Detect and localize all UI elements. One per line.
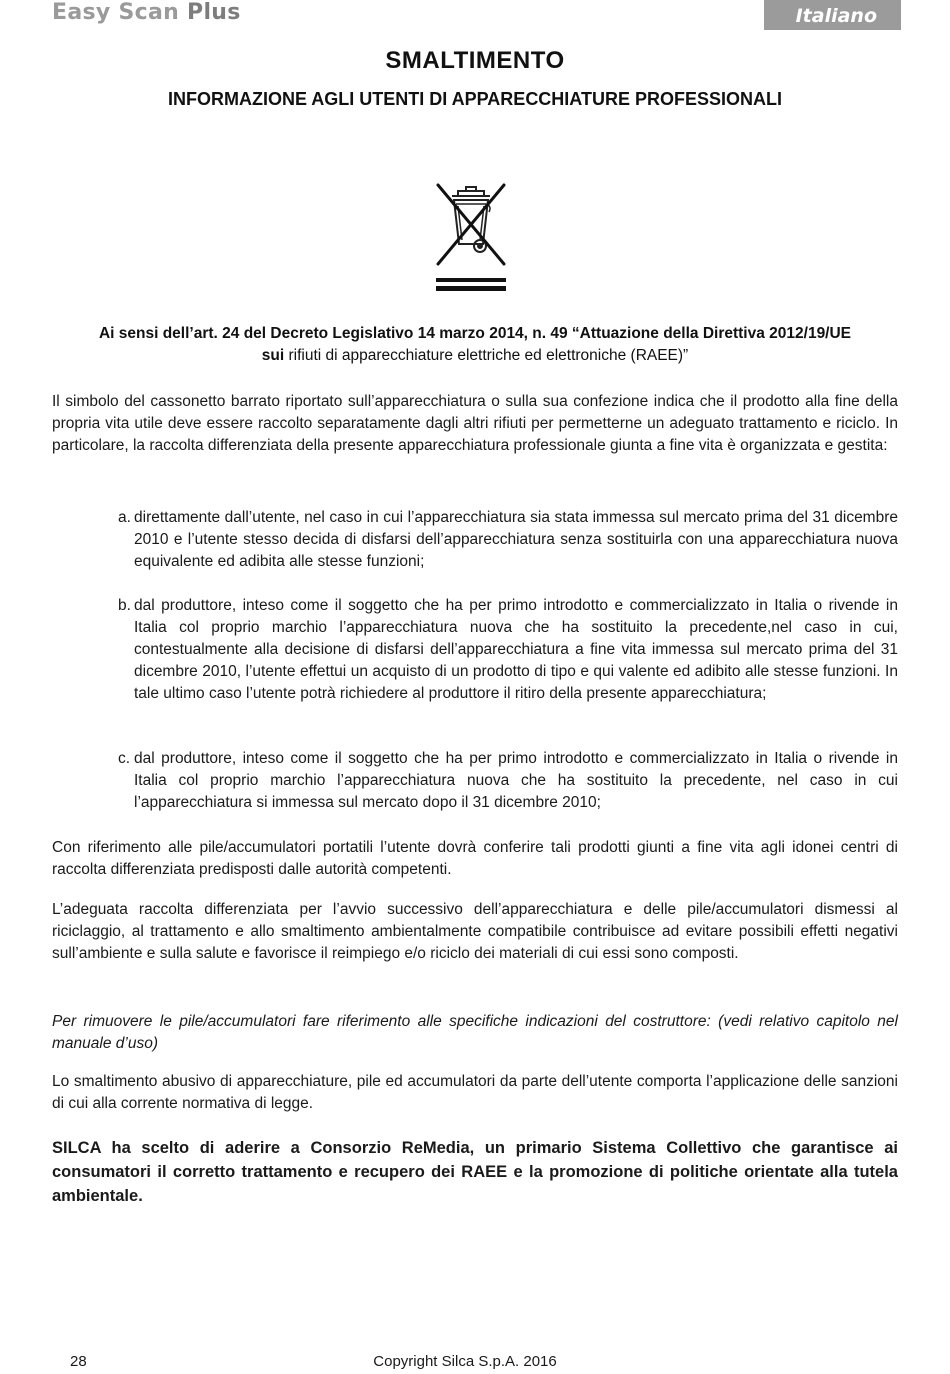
list-marker: b. — [118, 597, 131, 614]
legal-reference-line2 — [52, 345, 898, 367]
list-item — [118, 748, 898, 814]
list-marker: a. — [118, 509, 131, 526]
brand-plus: Plus — [187, 0, 241, 25]
list-item — [118, 595, 898, 705]
list-item-text: dal produttore, inteso come il soggetto che ha per primo introdotto e commercializzato in Italia o rivende in Italia col proprio marchio l’apparecchiatura nuova che ha sostituito la precedente,nel caso in cui, contestualmente alla decisione di disfarsi dell’apparecchiatura a fine vita immessa sul mercato prima del 31 dicembre 2010, l’utente effettui un acquisto di un prodotto di tipo e qui valente ed adibito alle stesse funzioni. In tale ultimo caso l’utente potrà richiedere al produttore il ritiro della presente apparecchiatura; — [134, 597, 898, 702]
page-header — [0, 0, 950, 34]
page-subtitle: INFORMAZIONE AGLI UTENTI DI APPARECCHIATURE PROFESSIONALI — [167, 89, 782, 109]
silca-remedia-paragraph: SILCA ha scelto di aderire a Consorzio ReMedia, un primario Sistema Collettivo che garantisce ai consumatori il corretto trattamento e recupero dei RAEE e la promozione di politiche orientate alla tutela ambientale. — [52, 1139, 898, 1205]
sanctions-paragraph: Lo smaltimento abusivo di apparecchiature, pile ed accumulatori da parte dell’utente comporta l’applicazione delle sanzioni di cui alla corrente normativa di legge. — [52, 1073, 898, 1112]
list-marker: c. — [118, 750, 131, 767]
crossed-out-wheeled-bin-icon — [434, 182, 508, 296]
list-item-text: direttamente dall’utente, nel caso in cui l’apparecchiatura sia stata immessa sul mercato prima del 31 dicembre 2010 e l’utente stesso decida di disfarsi dell’apparecchiatura senza sostituirla con una apparecchiatura nuova equivalente ed adibita alle stesse funzioni; — [134, 509, 898, 570]
collection-paragraph: L’adeguata raccolta differenziata per l’avvio successivo dell’apparecchiatura e delle pile/accumulatori dismessi al riciclaggio, al trattamento e allo smaltimento ambientalmente compatibile contribuisce ad evitare possibili effetti negativi sull’ambiente e sulla salute e favorisce il reimpiego e/o riciclo dei materiali di cui essi sono composti. — [52, 901, 898, 962]
list-item — [118, 507, 898, 573]
intro-paragraph: Il simbolo del cassonetto barrato riportato sull’apparecchiatura o sulla sua confezione indica che il prodotto alla fine della propria vita utile deve essere raccolto separatamente dagli altri rifiuti per permetterne un adeguato trattamento e riciclo. In particolare, la raccolta differenziata della presente apparecchiatura professionale giunta a fine vita è organizzata e gestita: — [52, 393, 898, 454]
legal-reference-line1: Ai sensi dell’art. 24 del Decreto Legislativo 14 marzo 2014, n. 49 “Attuazione della Direttiva 2012/19/UE — [98, 325, 852, 342]
brand-name: Easy Scan — [52, 0, 180, 25]
removal-note-paragraph: Per rimuovere le pile/accumulatori fare riferimento alle specifiche indicazioni del costruttore: (vedi relativo capitolo nel manuale d’uso) — [52, 1013, 898, 1052]
brand-logo — [52, 0, 241, 25]
copyright-notice: Copyright Silca S.p.A. 2016 — [373, 1353, 557, 1370]
page-title: SMALTIMENTO — [385, 47, 565, 74]
legal-reference — [52, 323, 898, 367]
legal-reference-line2-bold: sui — [261, 347, 285, 364]
page-number: 28 — [70, 1353, 87, 1370]
legal-reference-line2-rest: rifiuti di apparecchiature elettriche ed elettroniche (RAEE)” — [284, 347, 689, 364]
list-item-text: dal produttore, inteso come il soggetto che ha per primo introdotto e commercializzato in Italia o rivende in Italia col proprio marchio l’apparecchiatura nuova che ha sostituito la precedente, nel caso in cui l’apparecchiatura si immessa sul mercato dopo il 31 dicembre 2010; — [134, 750, 898, 811]
batteries-paragraph: Con riferimento alle pile/accumulatori portatili l’utente dovrà conferire tali prodotti giunti a fine vita agli idonei centri di raccolta differenziata predisposti dalle autorità competenti. — [52, 839, 898, 878]
language-badge: Italiano — [764, 0, 901, 30]
